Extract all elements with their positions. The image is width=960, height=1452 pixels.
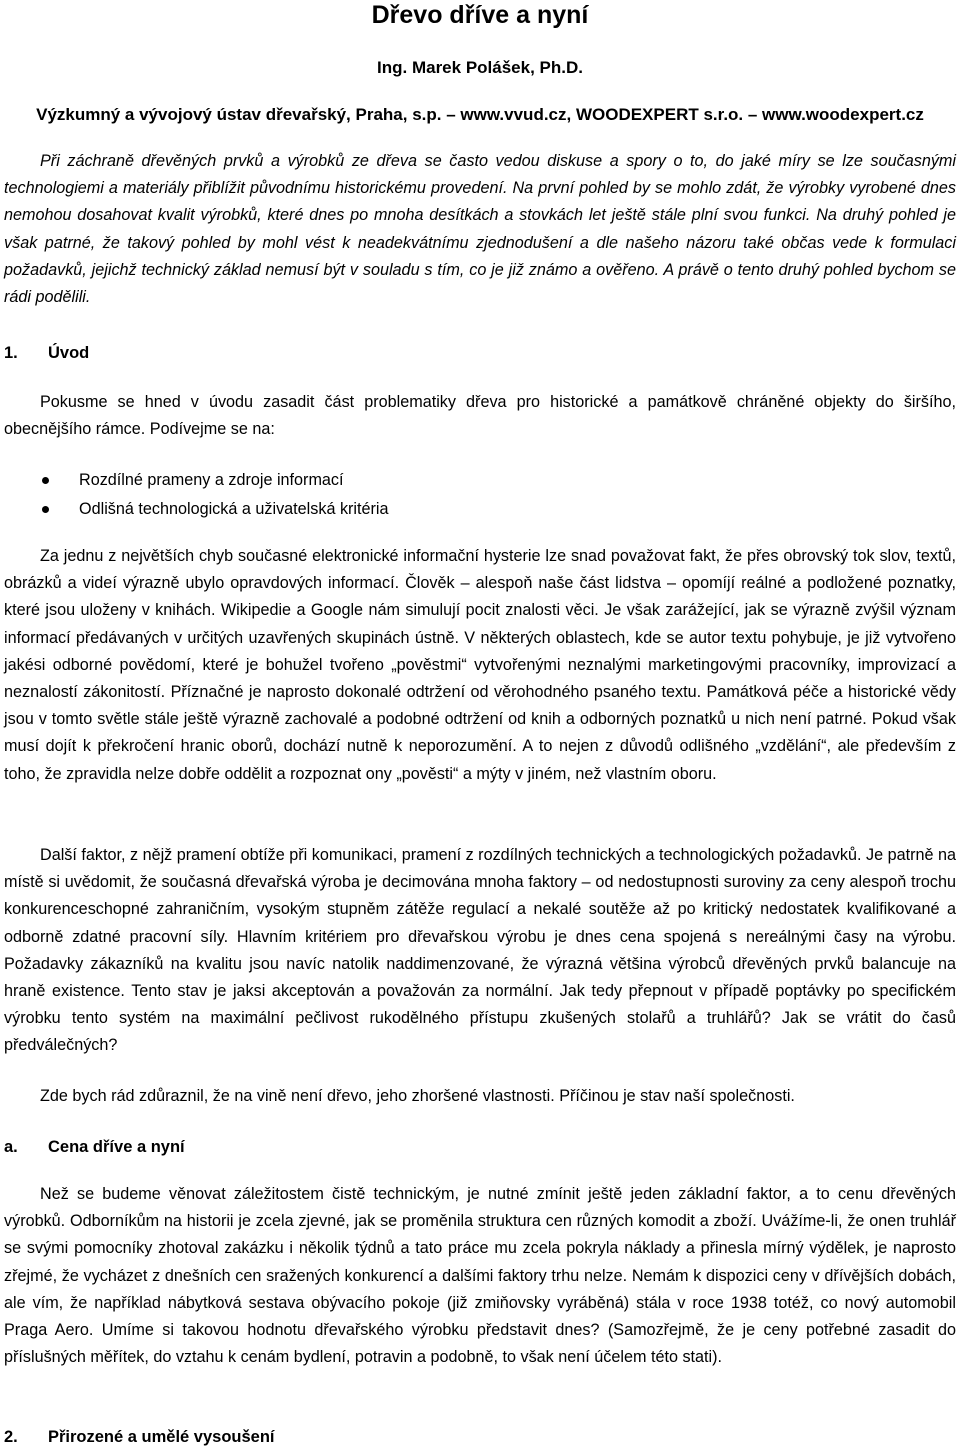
- section-heading-2: [4, 1425, 275, 1449]
- section-title: Cena dříve a nyní: [48, 1138, 185, 1156]
- section-heading-a: [4, 1135, 185, 1159]
- section-number: 1.: [4, 344, 18, 362]
- section-title: Přirozené a umělé vysoušení: [48, 1428, 275, 1446]
- intro-paragraph: Pokusme se hned v úvodu zasadit část problematiky dřeva pro historické a památkově chráněné objekty do širšího, obecnějšího rámce. Podívejme se na:: [4, 393, 956, 439]
- list-item-text: Odlišná technologická a uživatelská kritéria: [79, 500, 389, 518]
- list-item-text: Rozdílné prameny a zdroje informací: [79, 471, 344, 489]
- list-item: [4, 495, 904, 524]
- bullet-list: [4, 466, 904, 524]
- section-number: 2.: [4, 1428, 18, 1446]
- body-paragraph: Za jednu z největších chyb současné elektronické informační hysterie lze snad považovat fakt, že přes obrovský tok slov, textů, obrázků a videí výrazně ubylo opravdových informací. Člověk – alespoň naše část lidstva – opomíjí reálné a podložené poznatky, které jsou uloženy v knihách. Wikipedie a Google nám simulují pocit znalosti věci. Je však zarážející, jak se výrazně zvýšil význam informací předávaných v určitých uzavřených skupinách ústně. V některých oblastech, kde se autor textu pohybuje, je již vytvořeno jakési odborné povědomí, které je bohužel tvořeno „pověstmi“ vytvořenými neznalými marketingovými pracovníky, improvizací a neznalostí zákonitostí. Příznačné je naprosto dokonalé odtržení od věrohodného psaného textu. Památková péče a historické vědy jsou v tomto světle stále ještě výrazně zachovalé a podobné odtržení od knih a odborných poznatků u nich není patrné. Pokud však musí dojít k překročení hranic oborů, dochází nutně k neporozumění. A to nejen z důvodů odlišného „vzdělání“, ale především z toho, že zpravidla nelze dobře oddělit a rozpoznat ony „pověsti“ a mýty v jiném, než vlastním oboru.: [4, 547, 956, 783]
- abstract-paragraph: Při záchraně dřevěných prvků a výrobků ze dřeva se často vedou diskuse a spory o to, do jaké míry se lze současnými technologiemi a materiály přiblížit původnímu historickému provedení. Na první pohled by se mohlo zdát, že výrobky vyrobené dnes nemohou dosahovat kvalit výrobků, které dnes po mnoha desítkách a stovkách let ještě stále plní svou funkci. Na druhý pohled je však patrné, že takový pohled by mohl vést k neadekvátnímu zjednodušení a dle našeho názoru také občas vede k formulaci požadavků, jejichž technický základ nemusí být v souladu s tím, co je již známo a ověřeno. A právě o tento druhý pohled bychom se rádi podělili.: [4, 152, 956, 307]
- body-paragraph: Další faktor, z nějž pramení obtíže při komunikaci, pramení z rozdílných technických a technologických požadavků. Je patrně na místě si uvědomit, že současná dřevařská výroba je decimována mnoha faktory – od nedostupnosti suroviny za ceny alespoň trochu konkurenceschopné zahraničním, vysokým stupněm zátěže regulací a nekalé soutěže až po kritický nedostatek kvalifikované a odborně zdatné pracovní síly. Hlavním kritériem pro dřevařskou výrobu je dnes cena spojená s nereálnými časy na výrobu. Požadavky zákazníků na kvalitu jsou navíc natolik naddimenzované, že výrazná většina výrobců dřevěných prvků balancuje na hraně existence. Tento stav je jaksi akceptován a považován za normální. Jak tedy přepnout v případě poptávky po specifickém výrobku tento systém na maximální pečlivost rukodělného přístupu zkušených stolařů a truhlářů? Jak se vrátit do časů předválečných?: [4, 846, 956, 1055]
- section-heading-1: [4, 341, 89, 365]
- document-title: Dřevo dříve a nyní: [371, 1, 589, 29]
- bullet-icon: [42, 477, 49, 484]
- section-title: Úvod: [48, 344, 90, 362]
- body-paragraph: Zde bych rád zdůraznil, že na vině není dřevo, jeho zhoršené vlastnosti. Příčinou je stav naší společnosti.: [40, 1087, 795, 1105]
- bullet-icon: [42, 506, 49, 513]
- author-line: Ing. Marek Polášek, Ph.D.: [377, 58, 583, 77]
- list-item: [4, 466, 904, 495]
- section-number: a.: [4, 1138, 18, 1156]
- institution-line: Výzkumný a vývojový ústav dřevařský, Praha, s.p. – www.vvud.cz, WOODEXPERT s.r.o. – www.woodexpert.cz: [36, 105, 924, 124]
- body-paragraph: Než se budeme věnovat záležitostem čistě technickým, je nutné zmínit ještě jeden základní faktor, a to cenu dřevěných výrobků. Odborníkům na historii je zcela zjevné, jak se proměnila struktura cen různých komodit a zboží. Uvážíme-li, že onen truhlář se svými pomocníky zhotoval zakázku i několik týdnů a tato práce mu zcela pokryla náklady a přinesla mírný výdělek, je naprosto zřejmé, že vycházet z dnešních cen sražených konkurencí a dalšími faktory trhu nelze. Nemám k dispozici ceny v dřívějších dobách, ale vím, že například nábytková sestava obývacího pokoje (již zmiňovsky vyráběná) stála v roce 1938 totéž, co nový automobil Praga Aero. Umíme si takovou hodnotu dřevařského výrobku představit dnes? (Samozřejmě, že je ceny potřebné zasadit do příslušných měřítek, do vztahu k cenám bydlení, potravin a podobně, to však není účelem této stati).: [4, 1185, 956, 1367]
